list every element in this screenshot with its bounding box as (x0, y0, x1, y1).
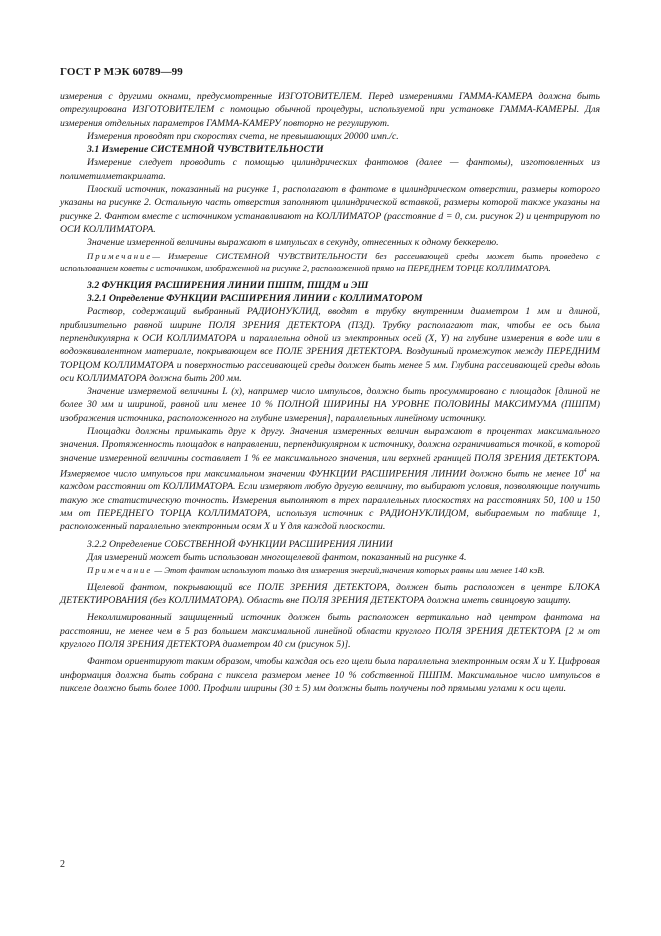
section-3-2-2-heading: 3.2.2 Определение СОБСТВЕННОЙ ФУНКЦИИ РАСШИРЕНИЯ ЛИНИИ (87, 538, 393, 550)
paragraph-uncollimated-source: Неколлимированный защищенный источник должен быть расположен вертикально над центром фантома на расстоянии, не менее чем в 5 раз большем максимальной линейной области круглого ПОЛЯ ЗРЕНИЯ ДЕТЕКТОРА [2 м от круглого ПОЛЯ ЗРЕНИЯ ДЕТЕКТОРА диаметром 40 см (рисунок 5)]. (60, 612, 600, 651)
note-system-sensitivity (60, 250, 600, 275)
paragraph-flat-source: Плоский источник, показанный на рисунке 1, располагают в фантоме в цилиндрическом отверстии, размеры которого указаны на рисунке 2. Остальную часть отверстия заполняют цилиндрической вставкой, размеры которой также указаны на рисунке 2. Фантом вместе с источником устанавливают на КОЛЛИМАТОР (расстояние d = 0, см. рисунок 2) и центрируют по ОСИ КОЛЛИМАТОРА. (60, 184, 600, 235)
paragraph-areas-part2: на каждом расстоянии от КОЛЛИМАТОРА. Если измеряют любую другую величину, то выбирают условия, позволяющие получить такую же статистическую точность. Измерения выполняют в трех параллельных плоскостях на расстояниях 50, 100 и 150 мм от ПЕРЕДНЕГО ТОРЦА КОЛЛИМАТОРА, используя источник с РАДИОНУКЛИДОМ, выбираемым по таблице 1, расположенный параллельно электронным осям X и Y для каждой плоскости. (60, 468, 600, 533)
paragraph-units: Значение измеренной величины выражают в импульсах в секунду, отнесенных к одному беккерелю. (87, 237, 499, 249)
page-body (60, 90, 600, 695)
paragraph-areas-part1: Площадки должны примыкать друг к другу. Значения измеренных величин выражают в процентах максимального значения. Протяженность площадок в направлении, перпендикулярном к источнику, должна ограничиваться точкой, в которой значение измеренной величины составляет 1 % ее максимального значения, или верхней границей ПОЛЯ ЗРЕНИЯ ДЕТЕКТОРА. Измеряемое число импульсов при максимальном значении ФУНКЦИИ РАСШИРЕНИЯ ЛИНИИ должно быть не менее 10 (60, 426, 600, 480)
paragraph-measured-value: Значение измеряемой величины L (x), например число импульсов, должно быть просуммировано с площадок [длиной не более 30 мм и шириной, равной или менее 10 % ПОЛНОЙ ШИРИНЫ НА УРОВНЕ ПОЛОВИНЫ МАКСИМУМА (ПШПМ) изображения источника, расположенного на глубине измерения], параллельных линейному источнику. (60, 386, 600, 424)
note-text: — Измерение СИСТЕМНОЙ ЧУВСТВИТЕЛЬНОСТИ без рассеивающей среды может быть проведено с использованием коветы с источником, изображенной на рисунке 2, расположенной прямо на ПЕРЕДНЕМ ТОРЦЕ КОЛЛИМАТОРА. (60, 250, 600, 274)
note-text: — Этот фантом используют только для измерения энергий,значения которых равны или менее 140 кэВ. (152, 565, 545, 576)
paragraph-adjustment: измерения с другими окнами, предусмотренные ИЗГОТОВИТЕЛЕМ. Перед измерениями ГАММА-КАМЕРА должна быть отрегулирована ИЗГОТОВИТЕЛЕМ с помощью обычной процедуры, используемой при установке ГАММА-КАМЕРЫ. Для измерения отдельных параметров ГАММА-КАМЕРУ повторно не регулируют. (60, 91, 600, 129)
paragraph-count-rate: Измерения проводят при скоростях счета, не превышающих 20000 имп./с. (87, 130, 399, 142)
paragraph-multislit: Для измерений может быть использован многощелевой фантом, показанный на рисунке 4. (87, 551, 467, 563)
paragraph-phantoms: Измерение следует проводить с помощью цилиндрических фантомов (далее — фантомы), изготовленных из полиметилметакрилата. (60, 157, 600, 182)
note-label: Примечание (87, 250, 153, 261)
paragraph-solution-tube: Раствор, содержащий выбранный РАДИОНУКЛИД, вводят в трубку внутренним диаметром 1 мм и длиной, приблизительно равной ширине ПОЛЯ ЗРЕНИЯ ДЕТЕКТОРА (ПЗД). Трубку располагают так, чтобы ее ось была перпендикулярна к ОСИ КОЛЛИМАТОРА и параллельна одной из электронных осей (X, Y) на глубине измерения в воде или в водоэквивалентном материале, покрывающем все ПОЛЕ ЗРЕНИЯ ДЕТЕКТОРА. Воздушный промежуток между ПЕРЕДНИМ ТОРЦОМ КОЛЛИМАТОРА и поверхностью рассеивающей среды должен быть менее 5 мм. Глубина рассеивающей среды вдоль оси КОЛЛИМАТОРА должна быть 200 мм. (60, 306, 600, 384)
document-header: ГОСТ Р МЭК 60789—99 (60, 66, 183, 78)
section-3-2-heading: 3.2 ФУНКЦИЯ РАСШИРЕНИЯ ЛИНИИ ПШПМ, ПШДМ и ЭШ (87, 279, 369, 291)
paragraph-orientation: Фантом ориентируют таким образом, чтобы каждая ось его щели была параллельна электронным осям X и Y. Цифровая информация должна быть собрана с пиксела размером менее 10 % собственной ПШПМ. Максимальное число импульсов в пикселе должно быть более 1000. Профили ширины (30 ± 5) мм должны быть получены под прямыми углами к оси щели. (60, 656, 600, 694)
paragraph-slit-phantom: Щелевой фантом, покрывающий все ПОЛЕ ЗРЕНИЯ ДЕТЕКТОРА, должен быть расположен в центре БЛОКА ДЕТЕКТИРОВАНИЯ (без КОЛЛИМАТОРА). Область вне ПОЛЯ ЗРЕНИЯ ДЕТЕКТОРА должна иметь свинцовую защиту. (60, 581, 600, 607)
page-number: 2 (60, 859, 65, 870)
section-3-2-1-heading: 3.2.1 Определение ФУНКЦИИ РАСШИРЕНИЯ ЛИНИИ с КОЛЛИМАТОРОМ (87, 293, 423, 305)
note-label: Примечание (87, 565, 153, 576)
exponent: 4 (583, 467, 587, 474)
paragraph-areas (60, 425, 600, 534)
note-energy (60, 564, 600, 577)
section-3-1-heading: 3.1 Измерение СИСТЕМНОЙ ЧУВСТВИТЕЛЬНОСТИ (87, 144, 324, 156)
